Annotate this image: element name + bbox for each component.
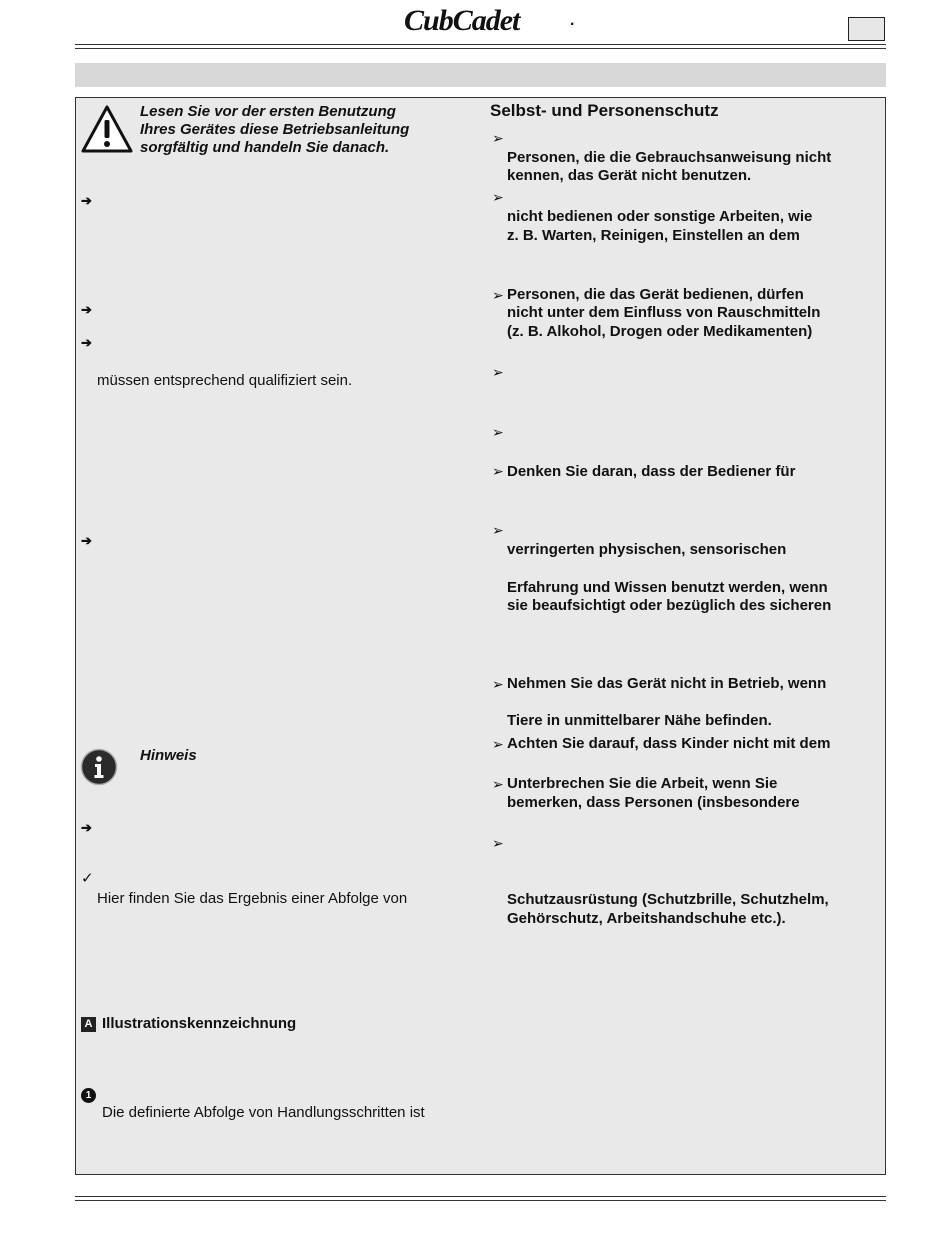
bullet-7-line-1: Achten Sie darauf, dass Kinder nicht mit dem	[507, 735, 831, 752]
arrow-bullet-icon: ➔	[81, 302, 92, 317]
chevron-bullet-icon: ➢	[492, 776, 504, 792]
bullet-8-line-1: Unterbrechen Sie die Arbeit, wenn Sie	[507, 775, 778, 792]
chevron-bullet-icon: ➢	[492, 130, 504, 146]
bullet-9-line-2: Gehörschutz, Arbeitshandschuhe etc.).	[507, 910, 786, 927]
chevron-bullet-icon: ➢	[492, 736, 504, 752]
illustration-letter-icon: A	[81, 1017, 96, 1032]
arrow-bullet-icon: ➔	[81, 193, 92, 208]
arrow-bullet-icon: ➔	[81, 335, 92, 350]
chevron-bullet-icon: ➢	[492, 835, 504, 851]
step-text: Die definierte Abfolge von Handlungsschritten ist	[102, 1104, 425, 1121]
bullet-6-line-1: Nehmen Sie das Gerät nicht in Betrieb, wenn	[507, 675, 827, 692]
arrow-bullet-icon: ➔	[81, 820, 92, 835]
bullet-9-line-1: Schutzausrüstung (Schutzbrille, Schutzhelm,	[507, 891, 829, 908]
bullet-6-line-2: Tiere in unmittelbarer Nähe befinden.	[507, 712, 772, 729]
step-number-icon: 1	[81, 1088, 96, 1103]
chevron-bullet-icon: ➢	[492, 522, 504, 538]
bullet-5-line-2: Erfahrung und Wissen benutzt werden, wenn	[507, 579, 828, 596]
qualified-text: müssen entsprechend qualifiziert sein.	[97, 372, 353, 389]
chevron-bullet-icon: ➢	[492, 676, 504, 692]
footer-rule-1	[75, 1196, 886, 1197]
chevron-bullet-icon: ➢	[492, 189, 504, 205]
content-panel	[75, 97, 886, 1175]
section-title-bar	[75, 63, 886, 87]
brand-logo-text: CubCadet	[404, 4, 520, 37]
brand-logo-mark: .	[570, 12, 575, 29]
header-rule-2	[75, 48, 886, 49]
bullet-5-line-3: sie beaufsichtigt oder bezüglich des sicheren	[507, 597, 832, 614]
arrow-bullet-icon: ➔	[81, 533, 92, 548]
brand-logo	[404, 4, 580, 38]
section-heading: Selbst- und Personenschutz	[490, 101, 719, 120]
result-text: Hier finden Sie das Ergebnis einer Abfolge von	[97, 890, 408, 907]
bullet-3-line-3: (z. B. Alkohol, Drogen oder Medikamenten)	[507, 323, 813, 340]
bullet-1-line-1: Personen, die die Gebrauchsanweisung nicht	[507, 149, 832, 166]
bullet-8-line-2: bemerken, dass Personen (insbesondere	[507, 794, 800, 811]
checkmark-icon: ✓	[81, 870, 94, 887]
chevron-bullet-icon: ➢	[492, 424, 504, 440]
header-rule-1	[75, 44, 886, 45]
warning-text-line-2: Ihres Gerätes diese Betriebsanleitung	[140, 121, 410, 138]
chevron-bullet-icon: ➢	[492, 463, 504, 479]
chevron-bullet-icon: ➢	[492, 364, 504, 380]
warning-text-line-1: Lesen Sie vor der ersten Benutzung	[140, 103, 396, 120]
bullet-2-line-2: z. B. Warten, Reinigen, Einstellen an dem	[507, 227, 800, 244]
illustration-label: Illustrationskennzeichnung	[102, 1015, 297, 1032]
footer-rule-2	[75, 1200, 886, 1201]
bullet-2-line-1: nicht bedienen oder sonstige Arbeiten, wie	[507, 208, 813, 225]
hinweis-label: Hinweis	[140, 747, 197, 764]
bullet-3-line-1: Personen, die das Gerät bedienen, dürfen	[507, 286, 804, 303]
page-number-box	[848, 17, 885, 41]
warning-text-line-3: sorgfältig und handeln Sie danach.	[140, 139, 390, 156]
chevron-bullet-icon: ➢	[492, 287, 504, 303]
warning-triangle-icon	[81, 105, 133, 153]
bullet-4-line-1: Denken Sie daran, dass der Bediener für	[507, 463, 796, 480]
info-icon	[80, 748, 118, 786]
bullet-5-line-1: verringerten physischen, sensorischen	[507, 541, 787, 558]
bullet-3-line-2: nicht unter dem Einfluss von Rauschmitteln	[507, 304, 821, 321]
bullet-1-line-2: kennen, das Gerät nicht benutzen.	[507, 167, 752, 184]
